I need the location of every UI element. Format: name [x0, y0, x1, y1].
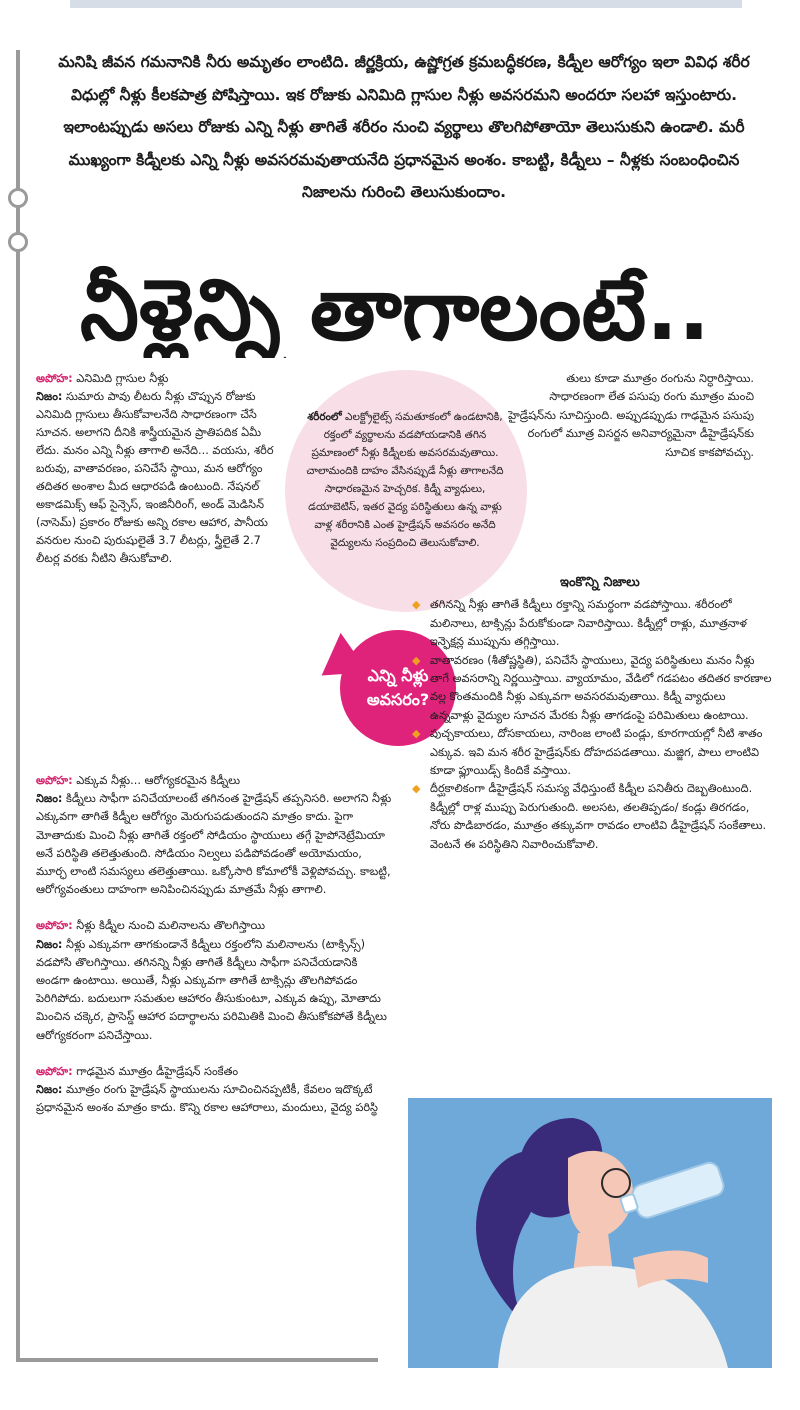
fact-paragraph [36, 790, 394, 899]
myth-text: గాఢమైన మూత్రం డీహైడ్రేషన్ సంకేతం [72, 1064, 239, 1078]
fact-text: మూత్రం రంగు హైడ్రేషన్ స్థాయులను సూచించినప్పటికీ, కేవలం ఇదొక్కటే ప్రధానమైన అంశం మాత్రం కాదు. కొన్ని రకాల ఆహారాలు, మందులు, వైద్య పరిస్థి [36, 1083, 378, 1115]
myth-label: అపోహ: [36, 1064, 73, 1078]
illustration-svg [408, 1098, 772, 1368]
more-facts-heading: ఇంకొన్ని నిజాలు [560, 575, 640, 590]
fact-bullet-text: పుచ్చకాయలు, దోసకాయలు, నారింజ లాంటి పండ్లు, కూరగాయల్లో నీటి శాతం ఎక్కువ. ఇవి మన శరీర హైడ్రేషన్‌కు దోహదపడతాయి. మజ్జిగ, పాలు లాంటివి కూడా ఫ్లూయిడ్స్ కిందికే వస్తాయి. [430, 727, 763, 778]
fact-bullet-text: దీర్ఘకాలికంగా డీహైడ్రేషన్ సమస్య వేధిస్తుంటే కిడ్నీల పనితీరు దెబ్బతింటుంది. కిడ్నీల్లో రాళ్ల ముప్పు పెరుగుతుంది. అలసట, తలతిప్పడం/ కండ్లు తిరగడం, నోరు పొడిబారడం, మూత్రం తక్కువగా రావడం లాంటివి డీహైడ్రేషన్ సంకేతాలు. వెంటనే ఈ పరిస్థితిని నివారించుకోవాలి. [430, 782, 767, 851]
myth-line [36, 370, 281, 388]
myth-label: అపోహ: [36, 372, 73, 385]
fact-bullet-item [412, 725, 772, 780]
fact-label: నిజం: [36, 1083, 63, 1097]
callout-lead: శరీరంలో [307, 411, 342, 423]
woman-drinking-water-illustration [408, 1098, 772, 1368]
fact-paragraph [36, 936, 394, 1045]
myth-label: అపోహ: [36, 774, 73, 787]
fact-text: సుమారు పావు లీటరు నీళ్లు చొప్పున రోజుకు ఎనిమిది గ్లాసులు తీసుకోవాలనేది సాధారణంగా చేసే సూచన. అలాగని దీనికి శాస్త్రీయమైన ప్రాతిపదిక ఏమీ లేదు. మనం ఎన్ని నీళ్లు తాగాలి అనేది... వయసు, శరీర బరువు, వాతావరణం, పనిచేసే స్థాయి, మన ఆరోగ్యం తదితర అంశాల మీద ఆధారపడి ఉంటుంది. నేషనల్ అకాడమిక్స్ ఆఫ్ సైన్సెస్, ఇంజినీరింగ్, అండ్ మెడిసిన్ (నాసెమ్) ప్రకారం రోజుకు అన్ని రకాల ఆహార, పానీయ వనరుల నుంచి పురుషులైతే 3.7 లీటర్లు, స్త్రీలైతే 2.7 లీటర్ల వరకు నీటిని తీసుకోవాలి. [36, 390, 274, 565]
diamond-bullet-icon: ◆ [412, 598, 421, 612]
fact-bullet-text: తగినన్ని నీళ్లు తాగితే కిడ్నీలు రక్తాన్ని సమర్థంగా వడపోస్తాయి. శరీరంలో మలినాలు, టాక్సిన్లు పేరుకోకుండా నివారిస్తాయి. కిడ్నీల్లో రాళ్లు, మూత్రనాళ ఇన్ఫెక్షన్ల ముప్పును తగ్గిస్తాయి. [430, 598, 747, 649]
left-column-top [36, 370, 281, 568]
fact-bullet-item [412, 780, 772, 854]
bottom-rule [16, 1358, 378, 1362]
myth-label: అపోహ: [36, 919, 73, 933]
diamond-bullet-icon: ◆ [412, 727, 421, 741]
diamond-bullet-icon: ◆ [412, 782, 421, 796]
callout-body: ఎలక్ట్రోలైట్స్ సమతూకంలో ఉండటానికి, రక్తంలో వ్యర్థాలను వడపోయడానికి తగిన ప్రమాణంలో నీళ్లు కిడ్నీలకు అవసరమవుతాయి. చాలామందికి దాహం వేసినప్పుడే నీళ్లు తాగాలనేది సాధారణమైన హెచ్చరిక. కిడ్నీ వ్యాధులు, డయాబెటిస్, ఇతర వైద్య పరిస్థితులు ఉన్న వాళ్లు వాళ్ల శరీరానికి ఎంత హైడ్రేషన్ అవసరం అనేది వైద్యులను సంప్రదించి తెలుసుకోవాలి. [306, 411, 504, 549]
fact-label: నిజం: [36, 937, 63, 951]
myth-text: నీళ్లు కిడ్నీల నుంచి మలినాలను తొలగిస్తాయి [72, 919, 265, 933]
rule-knob-icon [8, 232, 28, 252]
fact-bullet-text: వాతావరణం (శీతోష్ణస్థితి), పనిచేసే స్థాయులు, వైద్య పరిస్థితులు మనం నీళ్లు తాగే అవసరాన్ని నిర్ణయిస్తాయి. వ్యాయామం, వేడిలో గడపటం తదితర కారణాల వల్ల కొంతమందికి నీళ్లు ఎక్కువగా అవసరమవుతాయి. కిడ్నీ వ్యాధులు ఉన్నవాళ్లు వైద్యుల సూచన మేరకు నీళ్లు తాగడంపై పరిమితులు ఉంటాయి. [430, 653, 772, 722]
headline: నీళ్లెన్ని తాగాలంటే.. [80, 262, 710, 358]
more-facts-section [412, 574, 772, 854]
fact-bullet-item [412, 596, 772, 651]
myth-line [36, 917, 394, 935]
fact-label: నిజం: [36, 390, 63, 403]
spacer [36, 899, 394, 917]
callout-text [300, 408, 510, 552]
bubble-line-2: అవసరం? [366, 690, 430, 709]
intro-paragraph: మనిషి జీవన గమనానికి నీరు అమృతం లాంటిది. జీర్ణక్రియ, ఉష్ణోగ్రత క్రమబద్ధీకరణ, కిడ్నీల ఆరోగ్యం ఇలా వివిధ శరీర విధుల్లో నీళ్లు కీలకపాత్ర పోషిస్తాయి. ఇక రోజుకు ఎనిమిది గ్లాసుల నీళ్లు అవసరమని అందరూ సలహా ఇస్తుంటారు. ఇలాంటప్పుడు అసలు రోజుకు ఎన్ని నీళ్లు తాగితే శరీరం నుంచి వ్యర్థాలు తొలగిపోతాయో తెలుసుకుని ఉండాలి. మరీ ముఖ్యంగా కిడ్నీలకు ఎన్ని నీళ్లు అవసరమవుతాయనేది ప్రధానమైన అంశం. కాబట్టి, కిడ్నీలు – నీళ్లకు సంబంధించిన నిజాలను గురించి తెలుసుకుందాం. [58, 53, 750, 201]
myth-text: ఎక్కువ నీళ్లు... ఆరోగ్యకరమైన కిడ్నీలు [72, 774, 241, 787]
bubble-line-1: ఎన్ని నీళ్లు [367, 666, 429, 685]
myth-line [36, 772, 394, 790]
left-column-bottom [36, 772, 394, 1117]
fact-label: నిజం: [36, 792, 63, 806]
myth-text: ఎనిమిది గ్లాసుల నీళ్లు [72, 372, 169, 385]
spacer [36, 1045, 394, 1063]
fact-paragraph [36, 388, 281, 568]
fact-text: కిడ్నీలు సాఫీగా పనిచేయాలంటే తగినంత హైడ్రేషన్ తప్పనిసరి. అలాగని నీళ్లు ఎక్కువగా తాగితే కిడ్నీల ఆరోగ్యం మెరుగుపడుతుందని మాత్రం కాదు. పైగా మోతాదుకు మించి నీళ్లు తాగితే రక్తంలో సోడియం స్థాయులు తగ్గే హైపోనెట్రేమియా అనే పరిస్థితి తలెత్తుతుంది. సోడియం నిల్వలు పడిపోవడంతో అయోమయం, మూర్ఛ లాంటి సమస్యలు తలెత్తుతాయి. ఒక్కోసారి కోమాలోకీ వెళ్లిపోవచ్చు. కాబట్టి, ఆరోగ్యవంతులు దాహంగా అనిపించినప్పుడు మాత్రమే నీళ్లు తాగాలి. [36, 792, 392, 897]
myth-line [36, 1063, 394, 1081]
diamond-bullet-icon: ◆ [412, 653, 421, 667]
fact-text: నీళ్లు ఎక్కువగా తాగకుండానే కిడ్నీలు రక్తంలోని మలినాలను (టాక్సిన్స్) వడపోసి తొలగిస్తాయి. తగినన్ని నీళ్లు తాగితే కిడ్నీలు సాఫీగా పనిచేయడానికి అండగా ఉంటాయి. అయితే, నీళ్లు ఎక్కువగా తాగితే టాక్సిన్లు తొలగిపోవడం పెరిగిపోదు. బదులుగా సమతుల ఆహారం తీసుకుంటూ, ఎక్కువ ఉప్పు, మోతాదు మించిన చక్కెర, ప్రాసెస్డ్ ఆహార పదార్థాలను పరిమితికి మించి తీసుకోకపోతే కిడ్నీలు ఆరోగ్యకరంగా పనిచేస్తాయి. [36, 937, 387, 1042]
right-column-continuation: తులు కూడా మూత్రం రంగును నిర్ధారిస్తాయి. సాధారణంగా లేత పసుపు రంగు మూత్రం మంచి హైడ్రేషన్‌ను సూచిస్తుంది. అప్పుడప్పుడు గాఢమైన పసుపు రంగులో మూత్ర విసర్జన అనివార్యమైనా డీహైడ్రేషన్‌కు సూచిక కాకపోవచ్చు. [508, 372, 754, 459]
top-strip [70, 0, 742, 8]
fact-paragraph [36, 1081, 394, 1117]
rule-knob-icon [8, 188, 28, 208]
fact-bullet-item [412, 652, 772, 726]
